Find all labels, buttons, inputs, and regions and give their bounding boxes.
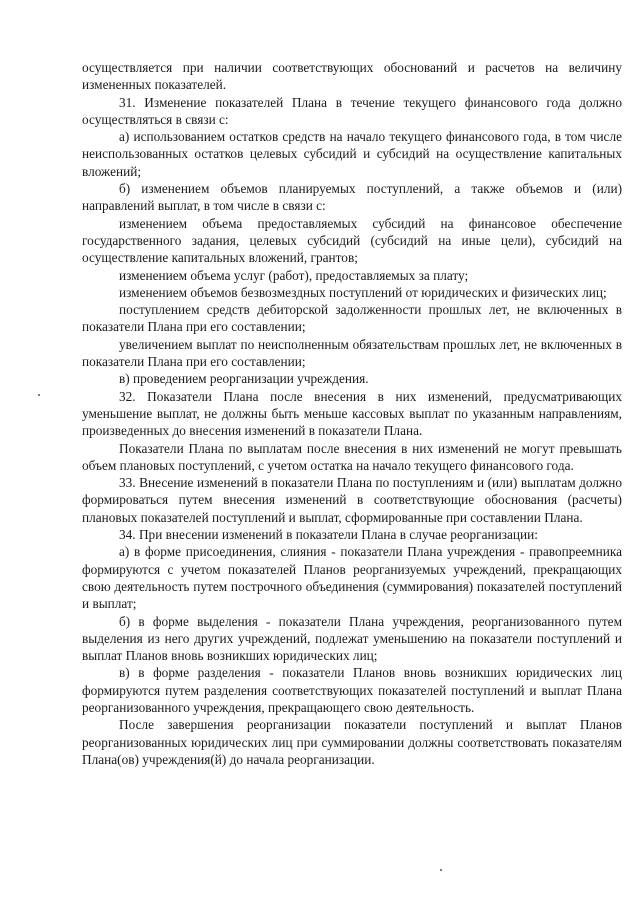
paragraph-final: После завершения реорганизации показатели поступлений и выплат Планов реорганизованных юридических лиц при суммировании должны соответствовать показателям Плана(ов) учреждения(й) до начала реорганизации.	[82, 717, 622, 767]
paragraph-32: 32. Показатели Плана после внесения в них изменений, предусматривающих уменьшение выплат, не должны быть меньше кассовых выплат по указанным направлениям, произведенных до внесения изменений в показатели Плана.	[82, 388, 622, 439]
paragraph-31-b-item-4: поступлением средств дебиторской задолженности прошлых лет, не включенных в показатели Плана при его составлении;	[82, 302, 622, 335]
paragraph-31-c: в) проведением реорганизации учреждения.	[119, 371, 369, 387]
paragraph-34-a: а) в форме присоединения, слияния - показатели Плана учреждения - правопреемника формируются с учетом показателей Планов реорганизуемых учреждений, прекращающих свою деятельность путем построчного объединения (суммирования) показателей поступлений и выплат;	[82, 544, 622, 612]
paragraph-32-cont: Показатели Плана по выплатам после внесения в них изменений не могут превышать объем плановых поступлений, с учетом остатка на начало текущего финансового года.	[82, 440, 622, 473]
paragraph-31: 31. Изменение показателей Плана в течение текущего финансового года должно осуществляться в связи с:	[82, 94, 622, 127]
scan-speck	[440, 869, 442, 871]
paragraph-31-b-item-2: изменением объема услуг (работ), предоставляемых за плату;	[119, 267, 469, 283]
paragraph-34-c: в) в форме разделения - показатели Планов вновь возникших юридических лиц формируются путем разделения соответствующих показателей поступлений и выплат Плана реорганизованного учреждения, прекращающего свою деятельность.	[82, 665, 622, 715]
paragraph-34: 34. При внесении изменений в показатели Плана в случае реорганизации:	[119, 527, 538, 543]
paragraph-31-b-item-3: изменением объемов безвозмездных поступлений от юридических и физических лиц;	[119, 284, 607, 300]
scan-speck	[38, 394, 40, 396]
paragraph-34-b: б) в форме выделения - показатели Плана учреждения, реорганизованного путем выделения из него других учреждений, подлежат уменьшению на показатели поступлений и выплат Планов вновь возникших юридических лиц;	[82, 613, 622, 664]
paragraph-31-a: а) использованием остатков средств на начало текущего финансового года, в том числе неиспользованных остатков целевых субсидий и субсидий на осуществление капитальных вложений;	[82, 129, 622, 179]
paragraph-33: 33. Внесение изменений в показатели Плана по поступлениям и (или) выплатам должно формироваться путем внесения изменений в соответствующие обоснования (расчеты) плановых показателей поступлений и выплат, сформированные при составлении Плана.	[82, 475, 622, 525]
paragraph-31-b: б) изменением объемов планируемых поступлений, а также объемов и (или) направлений выплат, в том числе в связи с:	[82, 181, 622, 214]
document-body	[82, 59, 622, 768]
paragraph-31-b-item-1: изменением объема предоставляемых субсидий на финансовое обеспечение государственного задания, целевых субсидий (субсидий на иные цели), субсидий на осуществление капитальных вложений, грантов;	[82, 215, 622, 266]
paragraph-31-b-item-5: увеличением выплат по неисполненным обязательствам прошлых лет, не включенных в показатели Плана при его составлении;	[82, 336, 622, 370]
paragraph-continuation: осуществляется при наличии соответствующих обоснований и расчетов на величину измененных показателей.	[82, 60, 622, 93]
